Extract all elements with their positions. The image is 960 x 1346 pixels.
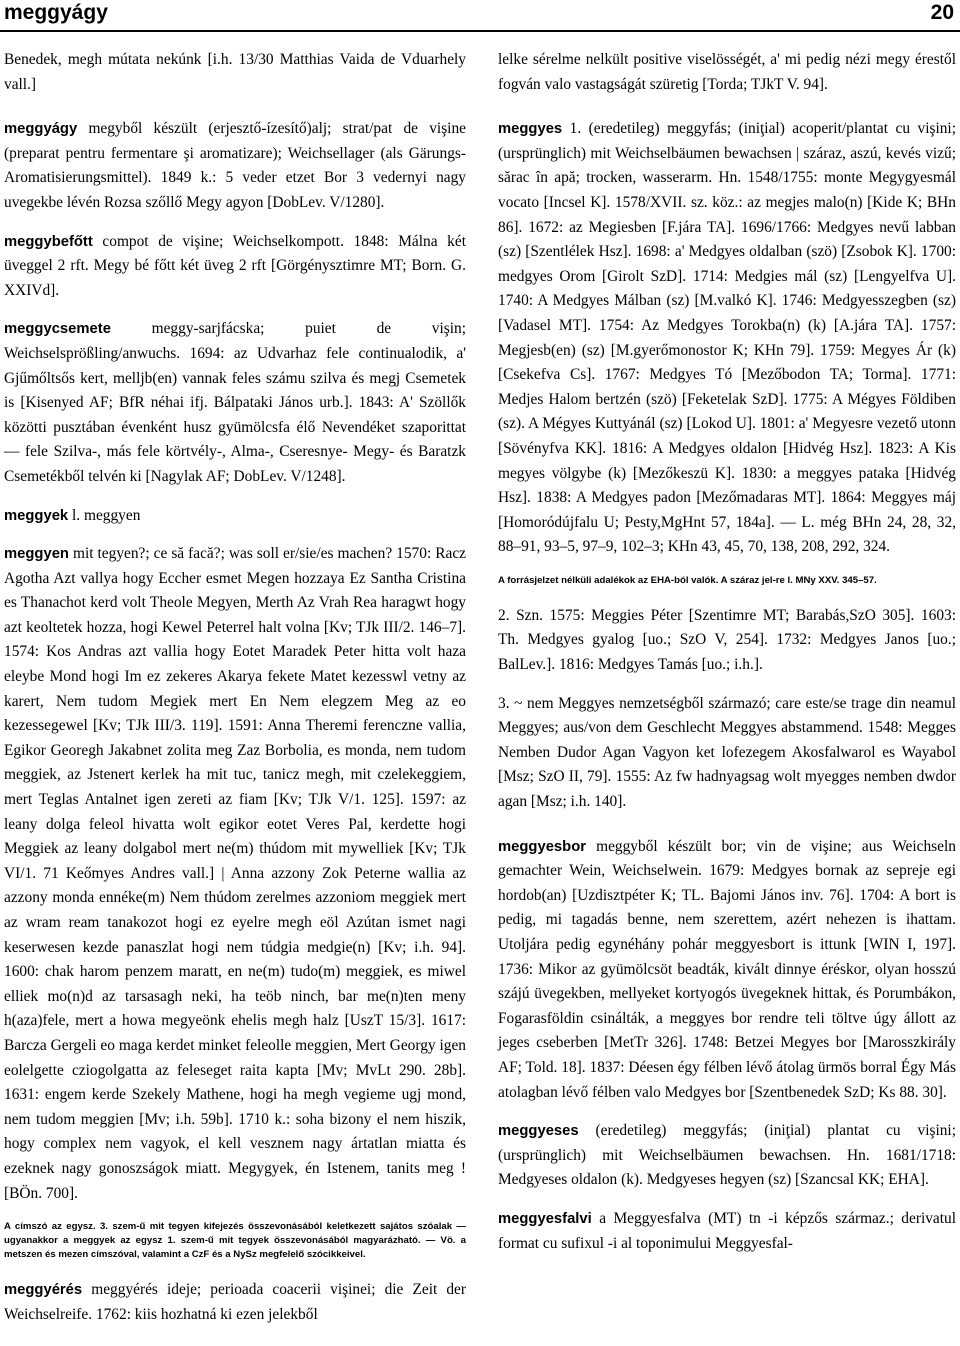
dictionary-entry-meggycsemete <box>4 317 466 489</box>
entry-headword: meggyen <box>4 546 69 563</box>
entry-headword: meggyérés <box>4 1282 83 1299</box>
entry-body: a Meggyesfalva (MT) tn -i képzős származ.; derivatul format cu sufixul -i al toponimului Meggyesfal- <box>498 1209 956 1252</box>
entry-headword: meggyesbor <box>498 838 586 855</box>
entry-headword: meggyesfalvi <box>498 1210 592 1227</box>
entry-body: mit tegyen?; ce să facă?; was soll er/sie/es machen? 1570: Racz Agotha Azt vallya hogy Eccher esmet Megen hozzaya Ez Santha Cristina es Thanachot kerd volt Theole Megyen, Merth Az Vrah Rea haragwt hogy azt keoltetek hozza, hogi Kewel Peterrel halt volna [Kv; TJk III/2. 146–7]. 1574: Kos Andras azt vallia hogy Eotet Maradek Peter hitta volt haza eleybe Mond hogi Im ez zekeres Akarya fekete Matet kezesswl vetny az karert, Nem tudom Megiek mert En Nem elegzem Meg az eo kezessegewel [Kv; TJk III/3. 119]. 1591: Anna Theremi ferenczne vallia, Egikor Georegh Jakabnet zolita meg Zaz Borbolia, es monda, nem tudom meggiek, az Jstenert kerlek ha mit tuc, tanicz megh, mit czelekeggiem, mert Teglas Antalnet igen zereti az fiam [Kv; TJk V/1. 125]. 1597: az leany dolga feleol hivatta wolt egikor eotet Veres Pal, kerdette hogi Meggiek az leany dolgabol mert ne(m) thúdom mit mywelliek [Kv; TJk VI/1. 71 Keőmyes Andres vall.] | Anna azzony Zok Peterne wallia az azzony monda ennéke(m) Nem thúdom zerelmes azzoniom meggiek mert az wram ream tanakozot hogi ez eyelre megh eöl Azútan ismet nagi keserwesen kezde panaszlat hogi nem túdgia medgie(n) [Kv; i.h. 94]. 1600: chak harom penzem maratt, en ne(m) tudo(m) meggiek, es miwel elliek mo(n)d az tarsasagh neki, ha teöb ninch, bar me(n)ten meny h(aza)fele, mert a howa megyeönk ehelis megh halz [UszT 15/3]. 1617: Barcza Gergeli eo maga kerdet minket feleolle meggien, Mert Georgy igen eolelgette cziogolgatta az feleseget raita kapta [Mv; MvLt 290. 28b]. 1631: engem kerde Szekely Mathene, hogi ha megh vegieme ugj mond, nem tudom meggien [Mv; i.h. 59b]. 1710 k.: soha bizony el nem hiszik, hogy complex nem vagyok, el kell vesznem nagy ártatlan miatta és ezeknek nagy gonoszságok miatt. Megygyek, én Istenem, tanits meg ! [BÖn. 700]. <box>4 545 466 1202</box>
header-rule <box>0 30 960 32</box>
entry-body: meggyérés ideje; perioada coacerii vişinei; die Zeit der Weichselreife. 1762: kiis hozhatná ki ezen jelekből <box>4 1281 467 1323</box>
left-column <box>4 48 466 1341</box>
page-header <box>0 0 960 34</box>
dictionary-entry-meggyen <box>4 542 466 1206</box>
continuation-paragraph: Benedek, megh mútata nekúnk [i.h. 13/30 Matthias Vaida de Vduarhely vall.] <box>4 51 466 93</box>
right-column <box>498 48 956 1270</box>
dictionary-entry-meggyek <box>4 504 466 529</box>
dictionary-entry-meggyagy <box>4 117 466 215</box>
dictionary-subentry-3: 3. ~ nem Meggyes nemzetségből származó; care este/se trage din neamul Meggyes; aus/von dem Geschlecht Meggyes abstammend. 1548: Megges Nemben Dudor Agan Vagyon ket lofezegem Akosfalwarol es Wayabol [Msz; SzO II, 79]. 1555: Az fw hadnyagsag wolt myegges nemben dwdor agan [Msz; i.h. 140]. <box>498 694 956 811</box>
dictionary-entry-meggyeses <box>498 1119 956 1193</box>
entry-note: A címszó az egysz. 3. szem-ű mit tegyen kifejezés összevonásából keletkezett sajátos szóalak — ugyanakkor a meggyek az egysz 1. szem-ű mit tegyek összevonásából magyarázható. — Vö. a metszen és mezen címszóval, valamint a CzF és a NySz megfelelő szócikkeivel. <box>4 1221 466 1261</box>
entry-body: l. meggyen <box>72 506 141 524</box>
continuation-paragraph: lelke sérelme nelkült positive viselösségét, a' mi pedig nézi megy érestől fogván valo vastagságát szüretig [Torda; TJkT V. 94]. <box>498 51 956 93</box>
dictionary-entry-meggybefott <box>4 230 466 304</box>
page-number: 20 <box>930 1 954 24</box>
entry-note: A forrásjelzet nélküli adalékok az EHA-ból valók. A száraz jel-re l. MNy XXV. 345–57. <box>498 574 877 586</box>
entry-body: compot de vişine; Weichselkompott. 1848: Málna két üveggel 2 rft. Megy bé főtt két üveg 2 rft [Görgénysztimre MT; Born. G. XXIVd]. <box>4 232 466 299</box>
running-headword: meggyágy <box>4 1 108 24</box>
entry-body: (eredetileg) meggyfás; (iniţial) plantat cu vişini; (ursprünglich) mit Weichselbäumen bewachsen. Hn. 1681/1718: Medgyeses oldalon (k). Medgyeses hegyen (sz) [Szancsal KK; EHA]. <box>498 1122 956 1189</box>
dictionary-subentry-2: 2. Szn. 1575: Meggies Péter [Szentimre MT; Barabás,SzO 305]. 1603: Th. Medgyes gyalog [uo.; SzO V, 254]. 1732: Medgyes Janos [uo.; BalLev.]. 1816: Medgyes Tamás [uo.; i.h.]. <box>498 606 956 674</box>
entry-body: meggyből készült bor; vin de vişine; aus Weichseln gemachter Wein, Weichselwein. 1679: Medgyes bornak az sepreje egi hordob(an) [Uzdisztpéter K; TL. Bajomi János inv. 76]. 1704: A bort is pedig, mi tagadás benne, nem szerettem, azért nehezen is ihattam. Utoljára pedig egynéhány pohár meggyesbort is ittunk [WIN I, 197]. 1736: Mikor az gyümölcsöt beadták, kivált dinnye éréskor, olyan hosszú szájú üvegekben, mellyeket kortyogós üvegeknek hittak, és Porumbákon, Fogarasföldin csinálták, a meggyes bor rendre teli töltve úgy állott az jeges cseberben [MetTr 326]. 1748: Betzei Megyes bor [Marosszkirály AF; Told. 18]. 1837: Déesen égy félben lévő átolag ürmös borral Égy Más atolagban lévő félben valo Medgyes bor [Szentbenedek SzD; Ks 88. 30]. <box>498 837 956 1101</box>
entry-headword: meggybefőtt <box>4 233 93 250</box>
entry-headword: meggyeses <box>498 1123 579 1140</box>
entry-body: meggy-sarjfácska; puiet de vişin; Weichselsprößling/anwuchs. 1694: az Udvarhaz fele continualodik, a' Gjűmőltsős kert, melljb(en) vannak feles számu szilva és megj Csemetek is [Kisenyed AF; BfR néhai ifj. Bálpataki János urb.]. 1843: A' Szöllők közötti pusztában évenként husz gyümölcsfa élő Nevendéket szaporittat — fele Szilva-, más fele körtvély-, Alma-, Cseresnye- Megy- és Baratzk Csemetékből telvén ki [Nagylak AF; DobLev. V/1248]. <box>4 320 466 485</box>
dictionary-entry-meggyes <box>498 117 956 560</box>
entry-headword: meggyes <box>498 121 563 138</box>
dictionary-entry-meggyesfalvi <box>498 1207 956 1256</box>
dictionary-entry-meggyesbor <box>498 835 956 1106</box>
dictionary-entry-meggyeres <box>4 1278 466 1327</box>
entry-body: 1. (eredetileg) meggyfás; (iniţial) acoperit/plantat cu vişini; (ursprünglich) mit Weichselbäumen bewachsen | száraz, aszú, kevés vizű; sărac în apă; trocken, wasserarm. Hn. 1548/1755: monte Megygyesmál vocato [Incsel K]. 1578/XVII. sz. köz.: az megjes malo(n) [Kide K; BHn 86]. 1672: az Megiesben [F.jára TA]. 1696/1766: Medgyes nevű labban (sz) [Szentlélek Hsz]. 1698: a' Medgyes oldalban (szö) [Zsobok K]. 1700: medgyes Orom [Girolt SzD]. 1714: Medgies mál (sz) [Lengyelfva U]. 1740: A Medgyes Málban (sz) [M.valkó K]. 1746: Medgyesszegben (sz) [Vadasel MT]. 1754: Az Medgyes Torokba(n) (k) [A.jára TA]. 1757: Megjesb(en) (sz) [M.gyerőmonostor K; KHn 79]. 1759: Megyes Ár (k) [Csekefva Cs]. 1767: Medgyes Tó [Mezőbodon TA; Torma]. 1771: Medjes Halom bertzén (szö) [Feketelak SzD]. 1775: A Mégyes Földiben (sz). A Mégyes Kuttyánál (sz) [Lokod U]. 1801: a' Megyesre vezető utonn [Sövényfva KK]. 1816: A Medgyes oldalon [Hidvég Hsz]. 1823: A Kis megyes völgybe (k) [Mezőkeszü K]. 1830: a meggyes pataka [Hidvég Hsz]. 1838: A Medgyes padon [Mezőmadaras MT]. 1864: Meggyes máj [Homoródújfalu U; Pesty,MgHnt 57, 184a]. — L. még BHn 24, 28, 32, 88–91, 93–5, 97–9, 102–3; KHn 43, 45, 70, 138, 208, 292, 324. <box>498 120 956 556</box>
entry-headword: meggyágy <box>4 121 78 138</box>
entry-headword: meggyek <box>4 507 69 524</box>
entry-headword: meggycsemete <box>4 321 111 338</box>
entry-body: megyből készült (erjesztő-ízesítő)alj; strat/pat de vişine (preparat pentru fermentare şi aromatizare); Weichsellager (als Gärungs-Aromatisierungsmittel). 1849 k.: 5 veder etzet Bor 3 vedernyi nagy uvegekbe lévén Rozsa szőllő Megy agyon [DobLev. V/1280]. <box>4 120 466 211</box>
